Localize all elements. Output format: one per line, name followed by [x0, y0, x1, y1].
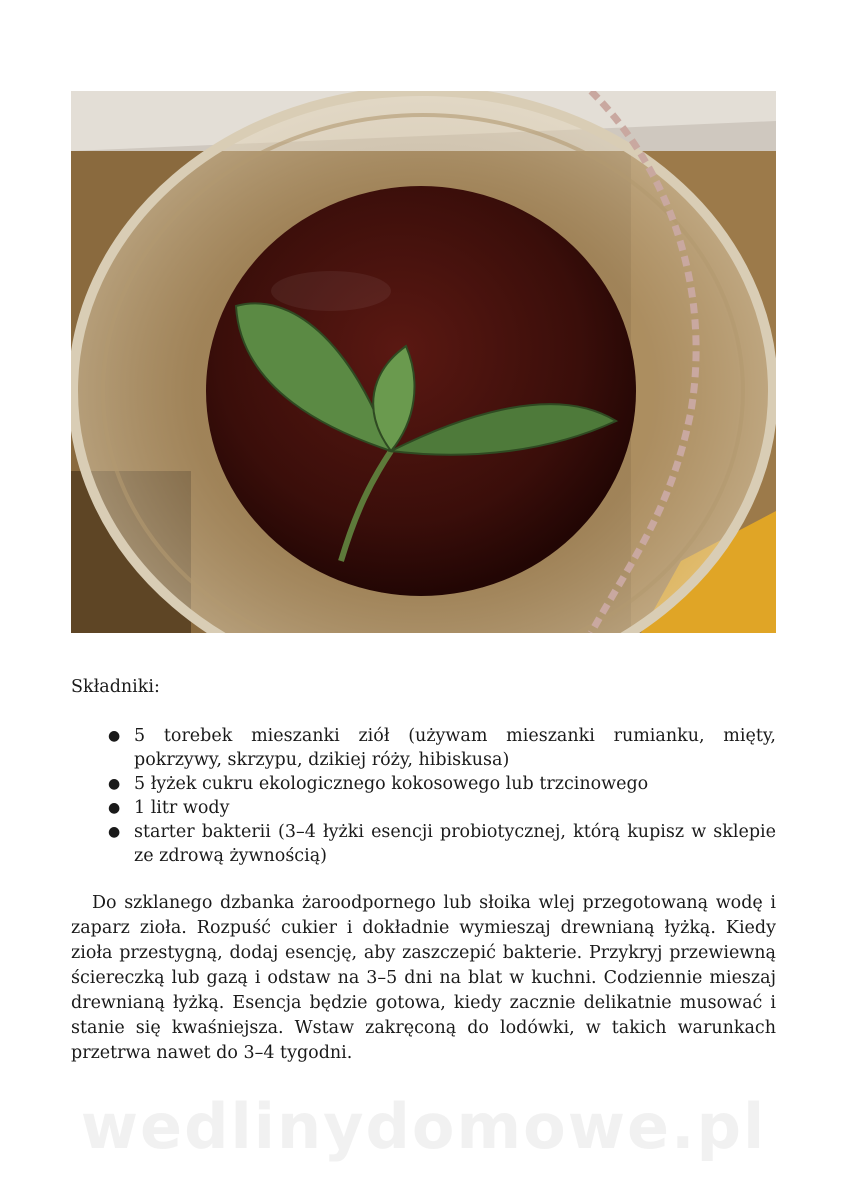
- ingredients-heading: Składniki:: [71, 677, 160, 697]
- bullet-icon: ●: [108, 728, 121, 744]
- list-item: ● 5 torebek mieszanki ziół (używam mieszanki rumianku, mięty, pokrzywy, skrzypu, dzikiej róży, hibiskusa): [108, 726, 776, 770]
- tea-illustration: [71, 91, 776, 633]
- bullet-icon: ●: [108, 824, 121, 840]
- instructions-paragraph: Do szklanego dzbanka żaroodpornego lub słoika wlej przegotowaną wodę i zaparz zioła. Rozpuść cukier i dokładnie wymieszaj drewnianą łyżką. Kiedy zioła przestygną, dodaj esencję, aby zaszczepić bakterie. Przykryj przewiewną ściereczką lub gazą i odstaw na 3–5 dni na blat w kuchni. Codziennie mieszaj drewnianą łyżką. Esencja będzie gotowa, kiedy zacznie delikatnie musować i stanie się kwaśniejsza. Wstaw zakręconą do lodówki, w takich warunkach przetrwa nawet do 3–4 tygodni.: [71, 893, 776, 1063]
- tea-photo: [71, 91, 776, 633]
- ingredients-list: [108, 724, 776, 868]
- list-item: ● starter bakterii (3–4 łyżki esencji probiotycznej, którą kupisz w sklepie ze zdrową żywnością): [108, 822, 776, 866]
- bullet-icon: ●: [108, 800, 121, 816]
- list-item: ● 5 łyżek cukru ekologicznego kokosowego lub trzcinowego: [108, 774, 649, 794]
- watermark: wedlinydomowe.pl: [80, 1090, 767, 1163]
- list-item: ● 1 litr wody: [108, 798, 230, 818]
- bullet-icon: ●: [108, 776, 121, 792]
